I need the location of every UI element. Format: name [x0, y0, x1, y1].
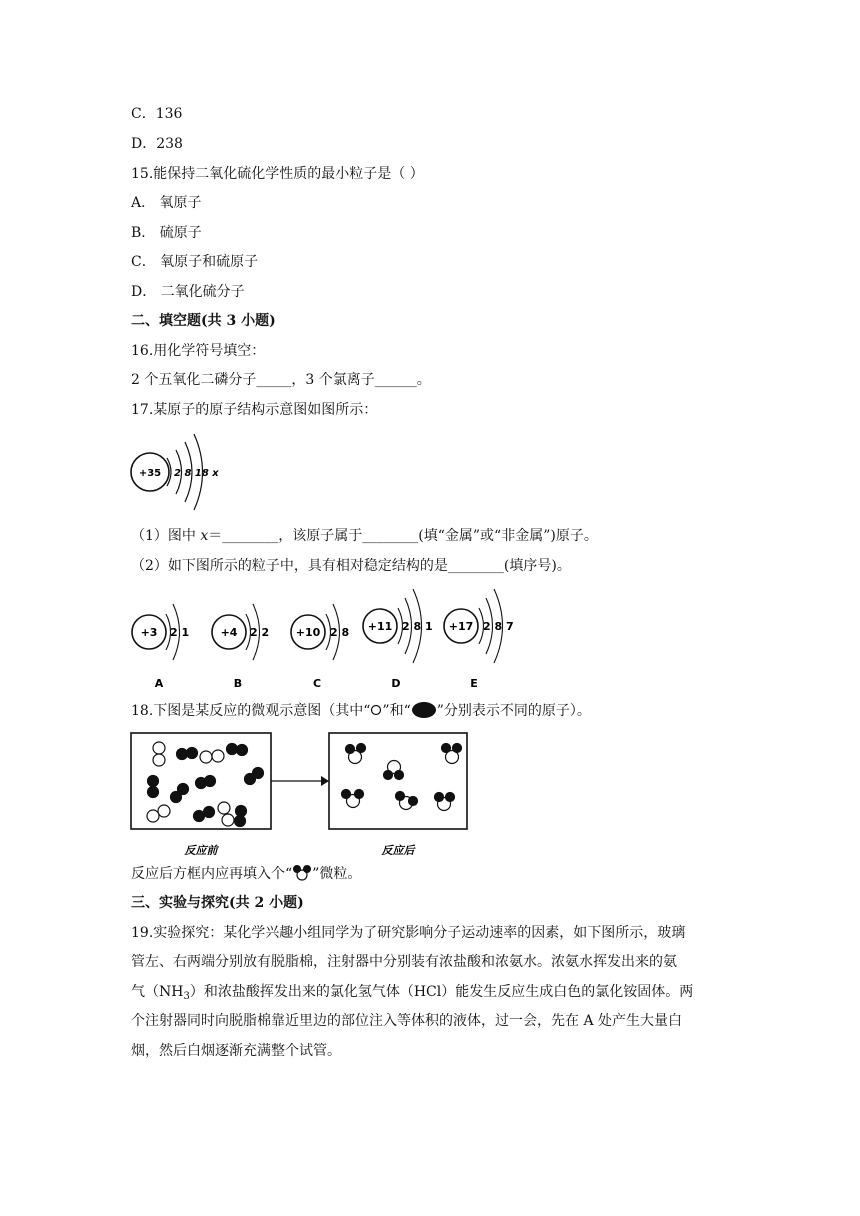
section-3-title: 三、实验与探究(共 2 小题) — [131, 895, 304, 911]
particle-b-nucleus: +4 — [220, 626, 238, 639]
particle-c-nucleus: +10 — [295, 626, 321, 639]
particle-e-nucleus: +17 — [448, 620, 474, 633]
q18-answer-line — [131, 864, 361, 884]
q19-text-line-4: 个注射器同时向脱脂棉靠近里边的部位注入等体积的液体，过一会，先在 A 处产生大量白 — [131, 1013, 683, 1029]
figure1-electrons: 2 8 18 x — [174, 468, 219, 479]
q18-stem-a: 18.下图是某反应的微观示意图（其中“ — [131, 703, 371, 719]
label-before-reaction: 反应前 — [184, 844, 218, 857]
section-2-title: 二、填空题(共 3 小题) — [131, 313, 276, 329]
q15-stem: 15.能保持二氧化硫化学性质的最小粒子是（ ） — [131, 166, 424, 182]
q15-option-d: D． 二氧化硫分子 — [131, 284, 245, 300]
q14-option-d: D．238 — [131, 136, 183, 152]
q15-option-c: C． 氧原子和硫原子 — [131, 254, 259, 270]
q16-line: 2 个五氧化二磷分子_____，3 个氯离子______。 — [131, 372, 431, 388]
q16-stem: 16.用化学符号填空： — [131, 343, 266, 359]
q15-option-a: A． 氧原子 — [131, 195, 202, 211]
q17-part1 — [131, 526, 598, 546]
q17-part1-suffix: ＝________，该原子属于________(填“金属”或“非金属”)原子。 — [208, 528, 598, 544]
q14-option-c: C．136 — [131, 106, 183, 122]
particle-a-label: A — [154, 677, 164, 690]
particle-c — [291, 604, 349, 690]
particle-a — [132, 604, 189, 690]
particle-d-electrons: 2 8 1 — [402, 620, 433, 633]
particle-b-label: B — [233, 677, 243, 690]
q18-stem — [131, 701, 591, 721]
q19-text3-subscript: 3 — [183, 991, 190, 1002]
q18-answer-a: 反应后方框内应再填入个“ — [131, 866, 293, 882]
particle-e — [444, 589, 514, 690]
black-atom-icon — [411, 702, 437, 718]
white-atom-icon — [370, 704, 382, 716]
q19-text-line-3 — [131, 982, 693, 1007]
q17-part1-prefix: （1）图中 — [131, 528, 201, 544]
q18-stem-c: ”分别表示不同的原子）。 — [436, 703, 591, 719]
particle-e-electrons: 2 8 7 — [483, 620, 514, 633]
particle-a-nucleus: +3 — [140, 626, 158, 639]
q19-text-line-1: 19.实验探究：某化学兴趣小组同学为了研究影响分子运动速率的因素，如下图所示，玻璃 — [131, 925, 686, 941]
particle-c-label: C — [312, 677, 322, 690]
particle-d — [363, 589, 433, 690]
q19-text-line-2: 管左、右两端分别放有脱脂棉，注射器中分别装有浓盐酸和浓氨水。浓氨水挥发出来的氨 — [131, 954, 677, 970]
q19-text3-a: 气（NH — [131, 984, 184, 1000]
q17-stem: 17.某原子的原子结构示意图如图所示： — [131, 402, 378, 418]
particle-d-nucleus: +11 — [367, 620, 393, 633]
atom-structure-figure — [129, 428, 229, 516]
q19-text3-b: ）和浓盐酸挥发出来的氯化氢气体（HCl）能发生反应生成白色的氯化铵固体。两 — [189, 984, 694, 1000]
q17-part2: （2）如下图所示的粒子中，具有相对稳定结构的是________(填序号)。 — [131, 558, 571, 574]
label-after-reaction: 反应后 — [381, 844, 415, 857]
particle-a-electrons: 2 1 — [170, 626, 190, 639]
q18-stem-b: ”和“ — [382, 703, 411, 719]
particle-c-electrons: 2 8 — [330, 626, 350, 639]
q18-answer-b: ”微粒。 — [312, 866, 362, 882]
particles-figure — [128, 586, 548, 692]
q19-text-line-5: 烟，然后白烟逐渐充满整个试管。 — [131, 1043, 341, 1059]
reaction-diagram — [129, 731, 474, 861]
q15-option-b: B． 硫原子 — [131, 225, 202, 241]
q17-part1-variable: x — [200, 528, 209, 544]
particle-e-label: E — [470, 677, 478, 690]
particle-b-electrons: 2 2 — [250, 626, 270, 639]
particle-d-label: D — [391, 677, 401, 690]
figure1-nucleus: +35 — [138, 468, 162, 479]
particle-b — [212, 604, 269, 690]
product-molecule-icon — [292, 864, 312, 882]
